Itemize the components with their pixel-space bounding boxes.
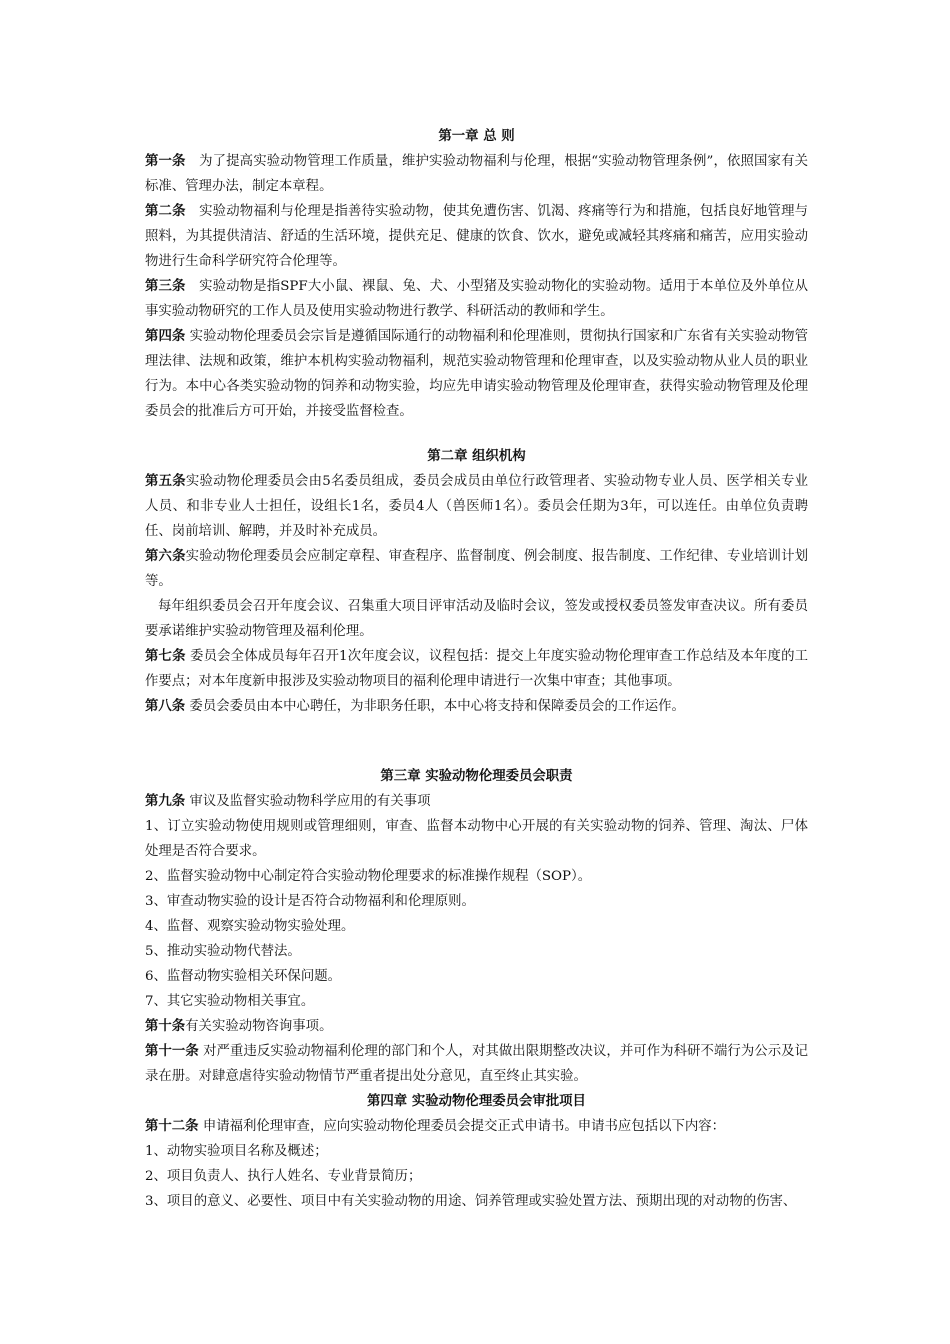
chapter-title: 第一章 总 则 (438, 128, 515, 144)
list-item (145, 1189, 808, 1214)
article-text: 申请福利伦理审查，应向实验动物伦理委员会提交正式申请书。申请书应包括以下内容： (198, 1119, 726, 1134)
article-label: 第三条 (145, 278, 186, 294)
list-item (145, 939, 808, 964)
article-text: 3、项目的意义、必要性、项目中有关实验动物的用途、饲养管理或实验处置方法、预期出现的对动物的伤害、 (145, 1194, 797, 1209)
article-label: 第十条 (145, 1018, 186, 1034)
chapter-title: 第二章 组织机构 (427, 448, 526, 464)
article-text: 委员会全体成员每年召开1次年度会议，议程包括：提交上年度实验动物伦理审查工作总结及本年度的工作要点；对本年度新申报涉及实验动物项目的福利伦理申请进行一次集中审查；其他事项。 (145, 649, 809, 689)
article-text: 审议及监督实验动物科学应用的有关事项 (185, 794, 431, 809)
article-text: 5、推动实验动物代替法。 (145, 944, 301, 959)
article-text: 1、动物实验项目名称及概述； (145, 1144, 328, 1159)
list-item (145, 1139, 808, 1164)
article-label: 第二条 (145, 203, 186, 219)
article-label: 第五条 (145, 473, 186, 489)
article-label: 第六条 (145, 548, 186, 564)
document-body (145, 124, 808, 1214)
article-text: 委员会委员由本中心聘任，为非职务任职，本中心将支持和保障委员会的工作运作。 (185, 699, 685, 714)
article-text: 实验动物伦理委员会宗旨是遵循国际通行的动物福利和伦理准则，贯彻执行国家和广东省有关实验动物管理法律、法规和政策，维护本机构实验动物福利，规范实验动物管理和伦理审查，以及实验动物从业人员的职业行为。本中心各类实验动物的饲养和动物实验，均应先申请实验动物管理及伦理审查，获得实验动物管理及伦理委员会的批准后方可开始，并接受监督检查。 (145, 329, 809, 419)
article-label: 第十二条 (145, 1118, 199, 1134)
article-text: 7、其它实验动物相关事宜。 (145, 994, 315, 1009)
article-text: 对严重违反实验动物福利伦理的部门和个人，对其做出限期整改决议，并可作为科研不端行为公示及记录在册。对肆意虐待实验动物情节严重者提出处分意见，直至终止其实验。 (145, 1044, 808, 1084)
article-text: 每年组织委员会召开年度会议、召集重大项目评审活动及临时会议，签发或授权委员签发审查决议。所有委员要承诺维护实验动物管理及福利伦理。 (145, 599, 808, 639)
article-label: 第八条 (145, 698, 186, 714)
article-paragraph (145, 789, 808, 814)
article-text: 实验动物是指SPF大小鼠、裸鼠、兔、犬、小型猪及实验动物化的实验动物。适用于本单位及外单位从事实验动物研究的工作人员及使用实验动物进行教学、科研活动的教师和学生。 (145, 279, 808, 319)
article-text: 为了提高实验动物管理工作质量，维护实验动物福利与伦理，根据“实验动物管理条例”，依照国家有关标准、管理办法，制定本章程。 (145, 154, 808, 194)
article-paragraph (145, 694, 808, 719)
list-item (145, 814, 808, 864)
article-text: 3、审查动物实验的设计是否符合动物福利和伦理原则。 (145, 894, 475, 909)
article-paragraph (145, 199, 808, 274)
article-text: 4、监督、观察实验动物实验处理。 (145, 919, 355, 934)
article-text: 2、项目负责人、执行人姓名、专业背景简历； (145, 1169, 422, 1184)
article-label: 第一条 (145, 153, 186, 169)
article-text: 有关实验动物咨询事项。 (185, 1019, 333, 1034)
article-text: 2、监督实验动物中心制定符合实验动物伦理要求的标准操作规程（SOP）。 (145, 869, 592, 884)
spacer (145, 719, 808, 764)
article-label: 第十一条 (145, 1043, 199, 1059)
list-item (145, 889, 808, 914)
article-paragraph (145, 644, 808, 694)
article-paragraph (145, 1039, 808, 1089)
article-paragraph (145, 1114, 808, 1139)
list-item (145, 864, 808, 889)
article-label: 第七条 (145, 648, 186, 664)
article-label: 第九条 (145, 793, 186, 809)
list-item (145, 914, 808, 939)
article-text: 6、监督动物实验相关环保问题。 (145, 969, 341, 984)
chapter-title: 第四章 实验动物伦理委员会审批项目 (367, 1093, 586, 1109)
article-paragraph (145, 149, 808, 199)
article-paragraph (145, 544, 808, 594)
article-paragraph (145, 324, 808, 424)
article-paragraph (145, 594, 808, 644)
article-text: 实验动物伦理委员会由5名委员组成，委员会成员由单位行政管理者、实验动物专业人员、医学相关专业人员、和非专业人士担任，设组长1名，委员4人（兽医师1名）。委员会任期为3年，可以连任。由单位负责聘任、岗前培训、解聘，并及时补充成员。 (145, 474, 808, 539)
list-item (145, 989, 808, 1014)
list-item (145, 1164, 808, 1189)
chapter-title: 第三章 实验动物伦理委员会职责 (380, 768, 573, 784)
article-label: 第四条 (145, 328, 186, 344)
article-text: 实验动物福利与伦理是指善待实验动物，使其免遭伤害、饥渴、疼痛等行为和措施，包括良好地管理与照料，为其提供清洁、舒适的生活环境，提供充足、健康的饮食、饮水，避免或减轻其疼痛和痛苦，应用实验动物进行生命科学研究符合伦理等。 (145, 204, 809, 269)
spacer (145, 424, 808, 444)
article-paragraph (145, 274, 808, 324)
article-paragraph (145, 469, 808, 544)
article-text: 1、订立实验动物使用规则或管理细则，审查、监督本动物中心开展的有关实验动物的饲养、管理、淘汰、尸体处理是否符合要求。 (145, 819, 808, 859)
list-item (145, 964, 808, 989)
article-text: 实验动物伦理委员会应制定章程、审查程序、监督制度、例会制度、报告制度、工作纪律、专业培训计划等。 (145, 549, 809, 589)
article-paragraph (145, 1014, 808, 1039)
